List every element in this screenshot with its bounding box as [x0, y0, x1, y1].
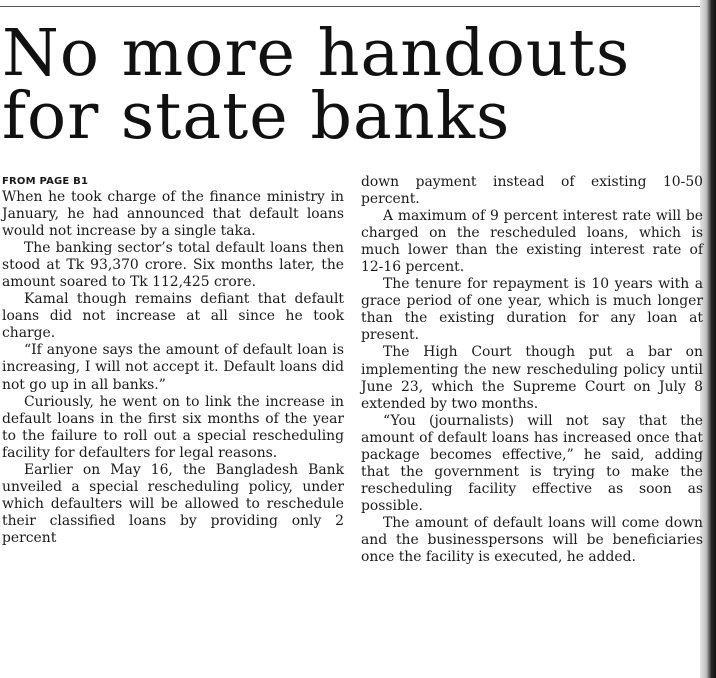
paragraph: The tenure for repayment is 10 years with a grace period of one year, which is much longer than the existing duration for any loan at present.	[361, 276, 703, 344]
headline	[2, 16, 702, 154]
top-rule	[0, 6, 700, 7]
right-column	[361, 174, 703, 566]
headline-line-2: for state banks	[2, 79, 511, 154]
paragraph: A maximum of 9 percent interest rate will be charged on the rescheduled loans, which is much lower than the existing interest rate of 12-16 percent.	[361, 208, 703, 276]
paragraph: “If anyone says the amount of default loan is increasing, I will not accept it. Default loans did not go up in all banks.”	[2, 342, 344, 393]
paragraph: The High Court though put a bar on implementing the new rescheduling policy until June 23, which the Supreme Court on July 8 extended by two months.	[361, 344, 703, 412]
paragraph: down payment instead of existing 10-50 percent.	[361, 174, 703, 208]
paragraph: When he took charge of the finance ministry in January, he had announced that default loans would not increase by a single taka.	[2, 189, 344, 240]
jump-line: FROM PAGE B1	[2, 176, 89, 187]
paragraph: The banking sector’s total default loans then stood at Tk 93,370 crore. Six months later, the amount soared to Tk 112,425 crore.	[2, 240, 344, 291]
paragraph: Curiously, he went on to link the increase in default loans in the first six months of the year to the failure to roll out a special rescheduling facility for defaulters for legal reasons.	[2, 393, 344, 461]
left-column	[2, 175, 344, 547]
paragraph: “You (journalists) will not say that the amount of default loans has increased once that package becomes effective,” he said, adding that the government is trying to make the rescheduling facility effective as soon as possible.	[361, 412, 703, 514]
paragraph: The amount of default loans will come down and the businesspersons will be beneficiaries once the facility is executed, he added.	[361, 514, 703, 566]
headline-line-1: No more handouts	[2, 16, 631, 91]
paragraph: Kamal though remains defiant that default loans did not increase at all since he took charge.	[2, 291, 344, 342]
paragraph: Earlier on May 16, the Bangladesh Bank unveiled a special rescheduling policy, under which defaulters will be allowed to reschedule their classified loans by providing only 2 percent	[2, 461, 344, 546]
